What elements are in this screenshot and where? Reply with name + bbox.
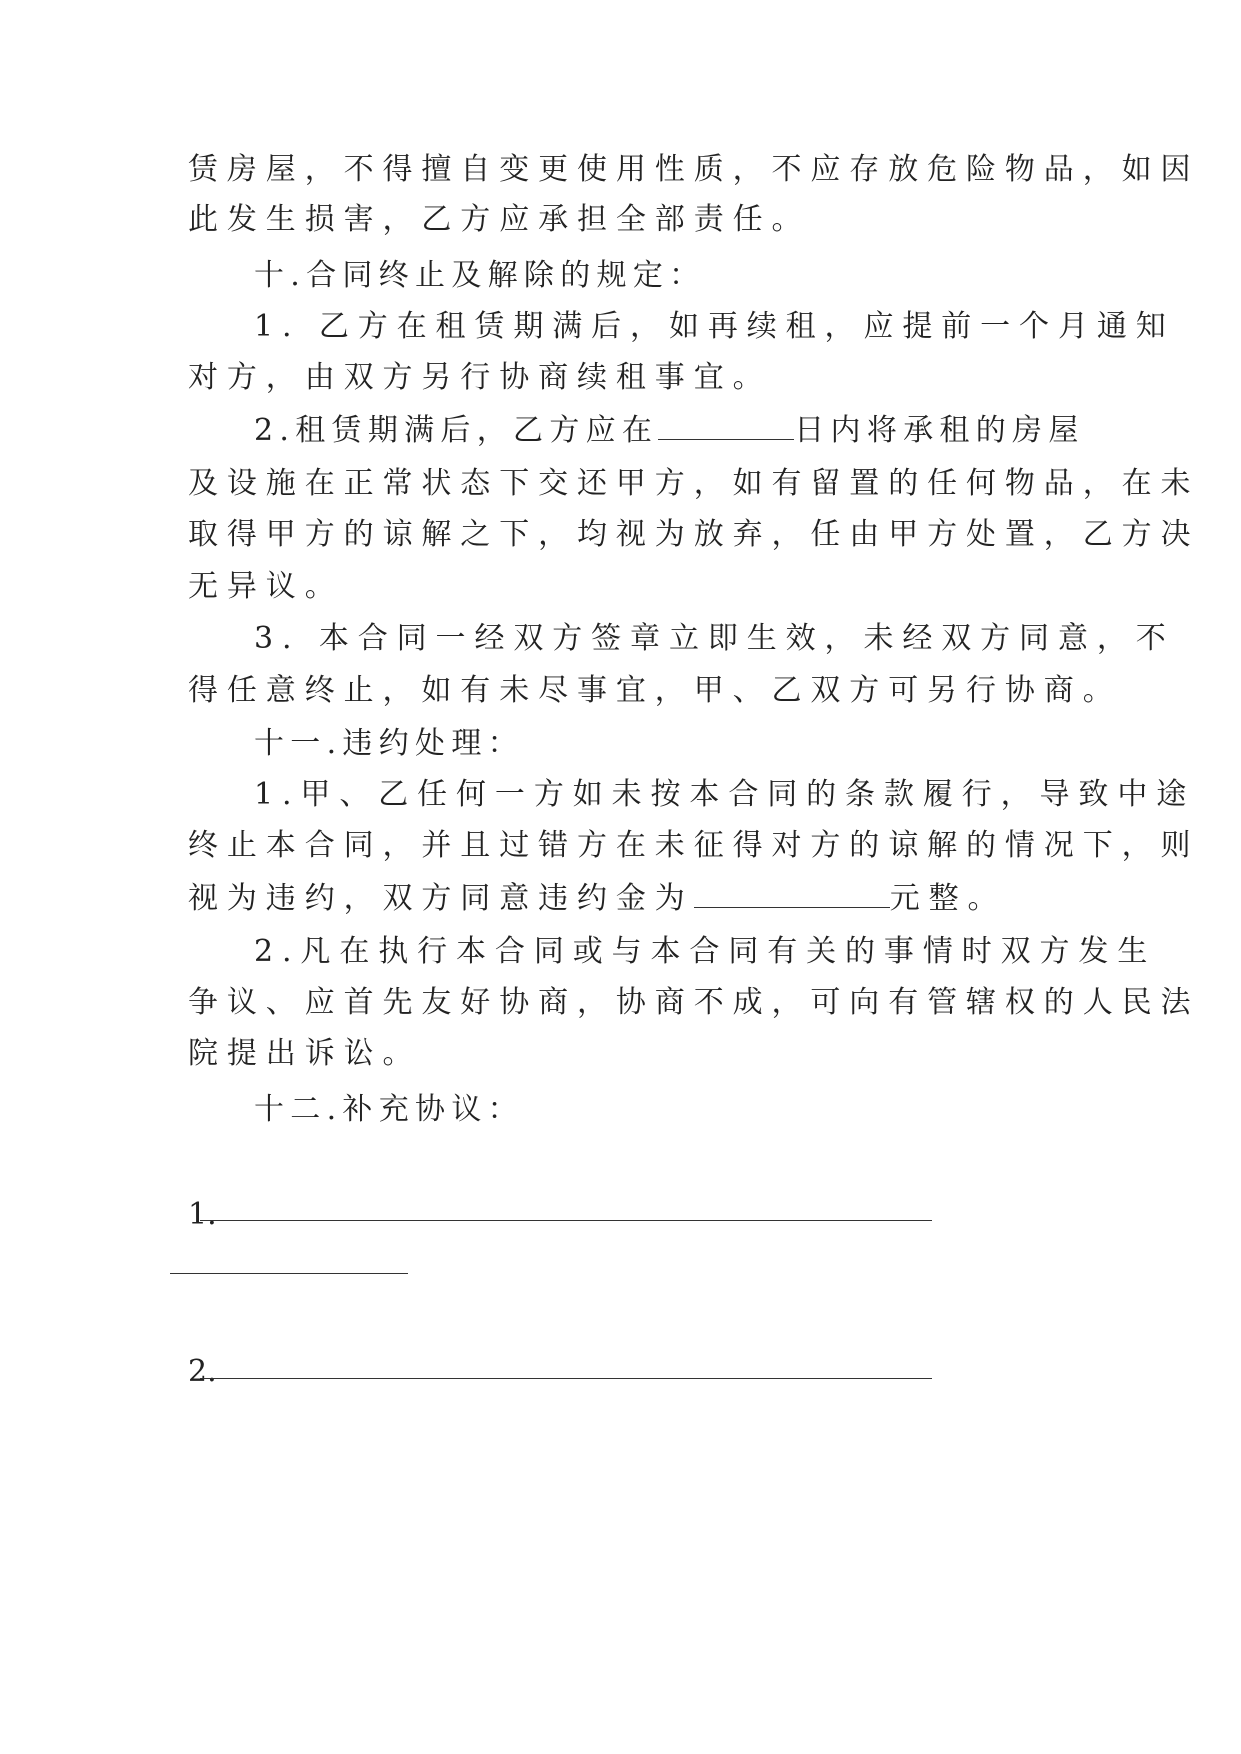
text-line: 及设施在正常状态下交还甲方，如有留置的任何物品，在未 <box>188 466 1200 501</box>
blank-days-field[interactable] <box>658 413 794 440</box>
text-line: 2.凡在执行本合同或与本合同有关的事情时双方发生 <box>254 934 1157 969</box>
text-line: 院提出诉讼。 <box>188 1036 422 1071</box>
text-line-with-blank <box>188 879 1054 919</box>
section-heading-supplement: 十二.补充协议： <box>254 1092 524 1127</box>
text-line: 取得甲方的谅解之下，均视为放弃，任由甲方处置，乙方决 <box>188 517 1200 552</box>
text-segment: 元整。 <box>889 881 1007 916</box>
text-line-with-blank <box>254 411 1085 451</box>
text-line: 无异议。 <box>188 569 344 604</box>
section-heading-breach: 十一.违约处理： <box>254 726 524 761</box>
supplement-item-2-label: 2. <box>188 1354 217 1389</box>
text-line: 得任意终止，如有未尽事宜，甲、乙双方可另行协商。 <box>188 673 1122 708</box>
text-segment: 视为违约，双方同意违约金为 <box>188 881 694 916</box>
text-line: 1. 乙方在租赁期满后，如再续租，应提前一个月通知 <box>254 309 1175 344</box>
text-segment: 日内将承租的房屋 <box>794 413 1085 448</box>
text-line: 1.甲、乙任何一方如未按本合同的条款履行，导致中途 <box>254 777 1196 812</box>
supplement-item-1-blank-continued[interactable] <box>170 1273 408 1274</box>
supplement-item-1-blank[interactable] <box>200 1220 932 1221</box>
text-line: 此发生损害，乙方应承担全部责任。 <box>188 202 811 237</box>
supplement-item-1-label: 1. <box>188 1197 217 1232</box>
text-line: 赁房屋，不得擅自变更使用性质，不应存放危险物品，如因 <box>188 152 1200 187</box>
text-segment: 2.租赁期满后，乙方应在 <box>254 413 659 448</box>
blank-penalty-amount-field[interactable] <box>694 881 890 908</box>
text-line: 终止本合同，并且过错方在未征得对方的谅解的情况下，则 <box>188 828 1200 863</box>
text-line: 3. 本合同一经双方签章立即生效，未经双方同意，不 <box>254 621 1175 656</box>
section-heading-termination: 十.合同终止及解除的规定： <box>254 258 706 293</box>
text-line: 对方，由双方另行协商续租事宜。 <box>188 360 772 395</box>
text-line: 争议、应首先友好协商，协商不成，可向有管辖权的人民法 <box>188 985 1200 1020</box>
supplement-item-2-blank[interactable] <box>200 1378 932 1379</box>
